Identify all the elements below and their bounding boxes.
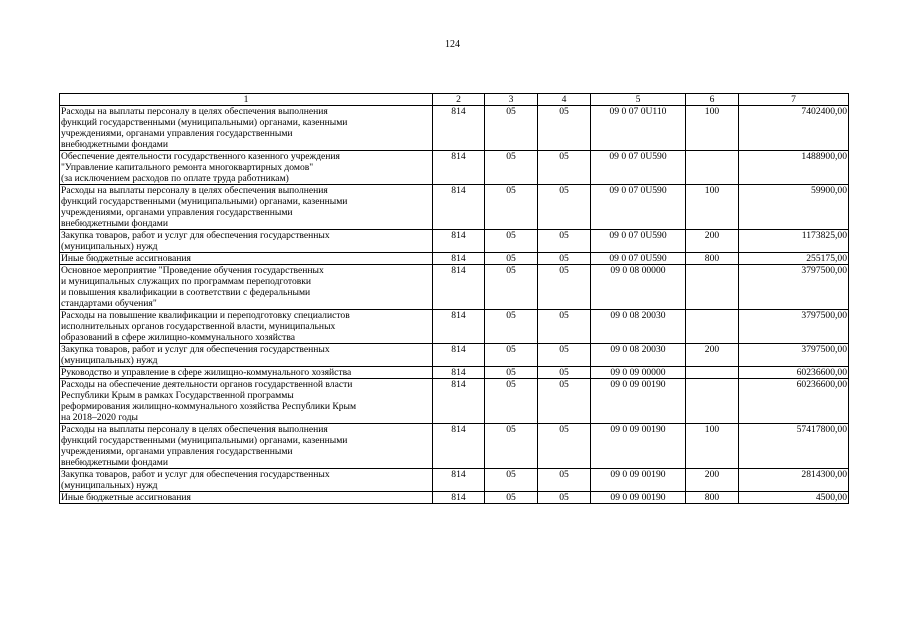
- row-name-line: (муниципальных) нужд: [61, 480, 158, 491]
- row-amount: 60236600,00: [739, 379, 849, 424]
- row-name-line: внебюджетными фондами: [61, 218, 168, 229]
- row-target-article: 09 0 08 20030: [591, 344, 686, 367]
- row-name-line: Расходы на выплаты персоналу в целях обеспечения выполнения: [61, 185, 328, 196]
- row-name-line: Закупка товаров, работ и услуг для обеспечения государственных: [61, 344, 330, 355]
- header-col-2: 2: [433, 94, 485, 106]
- row-name-line: Расходы на обеспечение деятельности органов государственной власти: [61, 379, 353, 390]
- row-expense-type: [686, 151, 739, 185]
- budget-table: [59, 93, 849, 504]
- row-name-line: Основное мероприятие "Проведение обучения государственных: [61, 265, 324, 276]
- row-section-code: 05: [485, 265, 538, 310]
- row-name-cell: [60, 469, 433, 492]
- row-ministry-code: 814: [433, 230, 485, 253]
- row-expense-type: 100: [686, 106, 739, 151]
- table-row: [60, 230, 849, 253]
- row-name-cell: [60, 424, 433, 469]
- row-name-line: и повышения квалификации в соответствии с федеральными: [61, 287, 311, 298]
- row-ministry-code: 814: [433, 469, 485, 492]
- row-name-line: (муниципальных) нужд: [61, 355, 158, 366]
- row-ministry-code: 814: [433, 492, 485, 504]
- row-name-cell: [60, 185, 433, 230]
- row-amount: 255175,00: [739, 253, 849, 265]
- row-ministry-code: 814: [433, 424, 485, 469]
- row-section-code: 05: [485, 367, 538, 379]
- row-target-article: 09 0 09 00190: [591, 492, 686, 504]
- row-subsection-code: 05: [538, 469, 591, 492]
- row-name-line: Обеспечение деятельности государственного казенного учреждения: [61, 151, 340, 162]
- row-name-line: учреждениями, органами управления государственными: [61, 446, 293, 457]
- row-name-line: внебюджетными фондами: [61, 457, 168, 468]
- row-name-line: Иные бюджетные ассигнования: [61, 253, 191, 264]
- table-row: [60, 492, 849, 504]
- header-col-4: 4: [538, 94, 591, 106]
- row-subsection-code: 05: [538, 310, 591, 344]
- row-name-line: и муниципальных служащих по программам переподготовки: [61, 276, 312, 287]
- row-name-line: функций государственными (муниципальными) органами, казенными: [61, 117, 348, 128]
- row-name-line: Иные бюджетные ассигнования: [61, 492, 191, 503]
- row-ministry-code: 814: [433, 367, 485, 379]
- row-amount: 1173825,00: [739, 230, 849, 253]
- row-amount: 57417800,00: [739, 424, 849, 469]
- row-expense-type: 100: [686, 185, 739, 230]
- row-name-line: Республики Крым в рамках Государственной программы: [61, 390, 294, 401]
- row-expense-type: 800: [686, 492, 739, 504]
- row-section-code: 05: [485, 230, 538, 253]
- row-target-article: 09 0 07 0U590: [591, 253, 686, 265]
- row-target-article: 09 0 07 0U590: [591, 151, 686, 185]
- row-subsection-code: 05: [538, 492, 591, 504]
- row-expense-type: 200: [686, 469, 739, 492]
- row-name-cell: [60, 230, 433, 253]
- row-expense-type: [686, 265, 739, 310]
- row-name-line: стандартами обучения": [61, 298, 157, 309]
- row-subsection-code: 05: [538, 230, 591, 253]
- row-subsection-code: 05: [538, 106, 591, 151]
- row-name-cell: [60, 106, 433, 151]
- table-row: [60, 469, 849, 492]
- row-target-article: 09 0 09 00190: [591, 379, 686, 424]
- table-row: [60, 265, 849, 310]
- header-col-3: 3: [485, 94, 538, 106]
- row-amount: 2814300,00: [739, 469, 849, 492]
- row-name-line: Закупка товаров, работ и услуг для обеспечения государственных: [61, 230, 330, 241]
- table-header: [60, 94, 849, 106]
- table-body: [60, 106, 849, 504]
- row-ministry-code: 814: [433, 265, 485, 310]
- row-ministry-code: 814: [433, 253, 485, 265]
- row-name-cell: [60, 367, 433, 379]
- row-expense-type: [686, 310, 739, 344]
- row-amount: 3797500,00: [739, 344, 849, 367]
- row-target-article: 09 0 07 0U590: [591, 230, 686, 253]
- row-name-cell: [60, 310, 433, 344]
- row-section-code: 05: [485, 185, 538, 230]
- row-name-line: реформирования жилищно-коммунального хозяйства Республики Крым: [61, 401, 357, 412]
- row-section-code: 05: [485, 106, 538, 151]
- row-target-article: 09 0 08 20030: [591, 310, 686, 344]
- row-target-article: 09 0 09 00190: [591, 469, 686, 492]
- row-section-code: 05: [485, 492, 538, 504]
- row-name-cell: [60, 265, 433, 310]
- row-section-code: 05: [485, 151, 538, 185]
- row-section-code: 05: [485, 253, 538, 265]
- row-section-code: 05: [485, 379, 538, 424]
- row-subsection-code: 05: [538, 367, 591, 379]
- row-name-line: исполнительных органов государственной власти, муниципальных: [61, 321, 336, 332]
- row-name-cell: [60, 379, 433, 424]
- row-name-line: внебюджетными фондами: [61, 139, 168, 150]
- row-ministry-code: 814: [433, 151, 485, 185]
- row-name-line: на 2018–2020 годы: [61, 412, 138, 423]
- header-col-1: 1: [60, 94, 433, 106]
- row-target-article: 09 0 09 00000: [591, 367, 686, 379]
- row-name-line: учреждениями, органами управления государственными: [61, 207, 293, 218]
- row-name-line: функций государственными (муниципальными) органами, казенными: [61, 196, 348, 207]
- table-row: [60, 310, 849, 344]
- row-name-line: (муниципальных) нужд: [61, 241, 158, 252]
- row-subsection-code: 05: [538, 424, 591, 469]
- row-expense-type: [686, 367, 739, 379]
- row-subsection-code: 05: [538, 253, 591, 265]
- row-name-cell: [60, 492, 433, 504]
- table-row: [60, 367, 849, 379]
- row-name-line: Расходы на выплаты персоналу в целях обеспечения выполнения: [61, 106, 328, 117]
- row-target-article: 09 0 07 0U590: [591, 185, 686, 230]
- row-subsection-code: 05: [538, 379, 591, 424]
- header-col-5: 5: [591, 94, 686, 106]
- table-row: [60, 151, 849, 185]
- row-expense-type: 200: [686, 344, 739, 367]
- page-number: 124: [445, 39, 460, 50]
- row-subsection-code: 05: [538, 344, 591, 367]
- header-row: [60, 94, 849, 106]
- row-amount: 59900,00: [739, 185, 849, 230]
- table-row: [60, 253, 849, 265]
- row-subsection-code: 05: [538, 151, 591, 185]
- row-amount: 3797500,00: [739, 265, 849, 310]
- row-name-line: (за исключением расходов по оплате труда работникам): [61, 173, 289, 184]
- row-name-line: функций государственными (муниципальными) органами, казенными: [61, 435, 348, 446]
- row-amount: 60236600,00: [739, 367, 849, 379]
- table-row: [60, 424, 849, 469]
- row-amount: 4500,00: [739, 492, 849, 504]
- header-col-6: 6: [686, 94, 739, 106]
- row-section-code: 05: [485, 469, 538, 492]
- row-amount: 3797500,00: [739, 310, 849, 344]
- row-section-code: 05: [485, 424, 538, 469]
- row-target-article: 09 0 09 00190: [591, 424, 686, 469]
- row-name-line: образований в сфере жилищно-коммунального хозяйства: [61, 332, 296, 343]
- row-name-line: учреждениями, органами управления государственными: [61, 128, 293, 139]
- table-row: [60, 185, 849, 230]
- row-section-code: 05: [485, 310, 538, 344]
- row-subsection-code: 05: [538, 265, 591, 310]
- row-subsection-code: 05: [538, 185, 591, 230]
- row-expense-type: 800: [686, 253, 739, 265]
- table-row: [60, 106, 849, 151]
- row-amount: 7402400,00: [739, 106, 849, 151]
- row-ministry-code: 814: [433, 185, 485, 230]
- row-ministry-code: 814: [433, 379, 485, 424]
- row-name-line: Руководство и управление в сфере жилищно-коммунального хозяйства: [61, 367, 352, 378]
- row-name-line: Расходы на выплаты персоналу в целях обеспечения выполнения: [61, 424, 328, 435]
- row-name-line: Закупка товаров, работ и услуг для обеспечения государственных: [61, 469, 330, 480]
- row-amount: 1488900,00: [739, 151, 849, 185]
- row-ministry-code: 814: [433, 310, 485, 344]
- row-expense-type: [686, 379, 739, 424]
- row-name-cell: [60, 253, 433, 265]
- row-target-article: 09 0 07 0U110: [591, 106, 686, 151]
- row-ministry-code: 814: [433, 106, 485, 151]
- row-expense-type: 100: [686, 424, 739, 469]
- header-col-7: 7: [739, 94, 849, 106]
- row-target-article: 09 0 08 00000: [591, 265, 686, 310]
- row-expense-type: 200: [686, 230, 739, 253]
- row-name-cell: [60, 151, 433, 185]
- row-name-line: Расходы на повышение квалификации и переподготовку специалистов: [61, 310, 350, 321]
- row-name-cell: [60, 344, 433, 367]
- row-name-line: "Управление капитального ремонта многоквартирных домов": [61, 162, 314, 173]
- row-ministry-code: 814: [433, 344, 485, 367]
- row-section-code: 05: [485, 344, 538, 367]
- table-row: [60, 379, 849, 424]
- table-row: [60, 344, 849, 367]
